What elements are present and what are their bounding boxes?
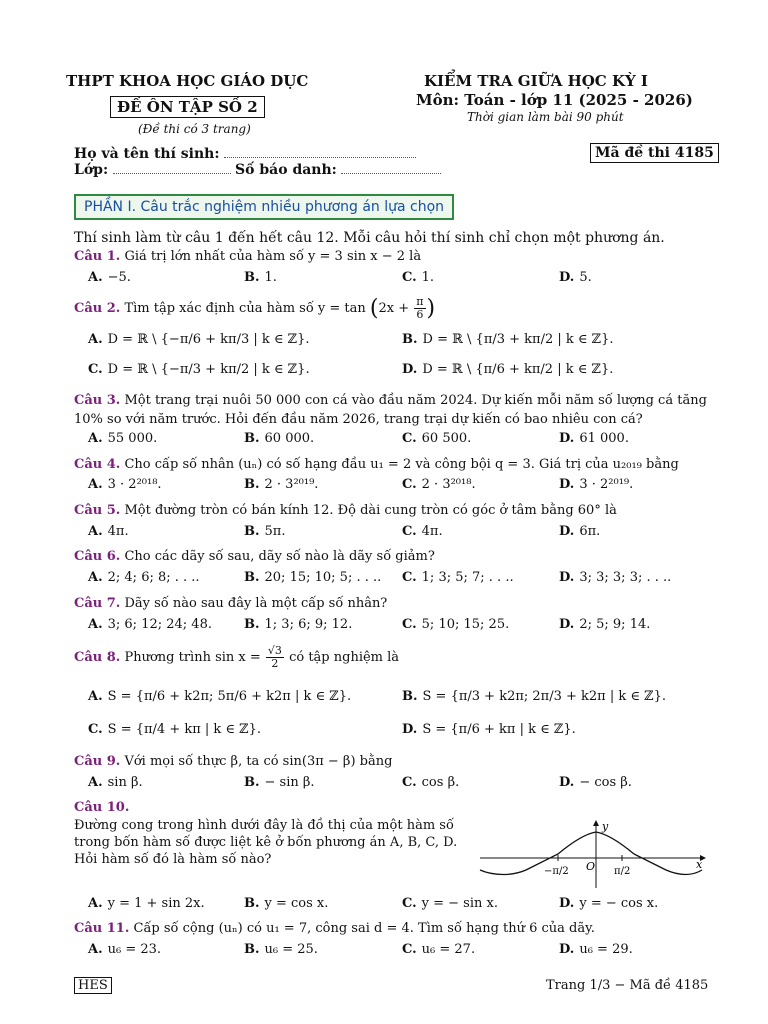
q6-option-a[interactable]: A. 2; 4; 6; 8; . . .. xyxy=(88,570,200,585)
q1-label: Câu 1. xyxy=(74,249,121,264)
q5-answers xyxy=(88,524,698,542)
q3-line1: Một trang trại nuôi 50 000 con cá vào đầu năm 2024. Dự kiến mỗi năm số lượng cá tăng xyxy=(124,393,707,408)
q11-option-a[interactable]: A. u₆ = 23. xyxy=(88,942,162,957)
q1-option-a[interactable]: A. −5. xyxy=(88,270,131,285)
subject-line: Môn: Toán - lớp 11 (2025 - 2026) xyxy=(416,91,693,109)
x-axis-label: x xyxy=(696,858,703,871)
q4-text: Cho cấp số nhân (uₙ) có số hạng đầu u₁ = 2 và công bội q = 3. Giá trị của u₂₀₁₉ bằng xyxy=(124,457,679,472)
q7-option-b[interactable]: B. 1; 3; 6; 9; 12. xyxy=(244,617,353,632)
q8-option-a[interactable]: A. S = {π/6 + k2π; 5π/6 + k2π | k ∈ ℤ}. xyxy=(88,689,352,704)
q5-label: Câu 5. xyxy=(74,503,121,518)
q8-text-post: có tập nghiệm là xyxy=(289,650,400,665)
q2-option-d[interactable]: D. D = ℝ \ {π/6 + kπ/2 | k ∈ ℤ}. xyxy=(402,362,614,377)
left-tick-label: −π/2 xyxy=(544,866,569,877)
q1-option-c[interactable]: C. 1. xyxy=(402,270,435,285)
q10-graph xyxy=(474,818,710,890)
q1-option-b[interactable]: B. 1. xyxy=(244,270,277,285)
q3-option-b[interactable]: B. 60 000. xyxy=(244,431,315,446)
q6-label: Câu 6. xyxy=(74,549,121,564)
q9-answers xyxy=(88,775,698,793)
q8-option-d[interactable]: D. S = {π/6 + kπ | k ∈ ℤ}. xyxy=(402,722,576,737)
question-11 xyxy=(74,921,595,936)
q10-option-d[interactable]: D. y = − cos x. xyxy=(559,896,659,911)
q8-option-b[interactable]: B. S = {π/3 + k2π; 2π/3 + k2π | k ∈ ℤ}. xyxy=(402,689,667,704)
q7-option-d[interactable]: D. 2; 5; 9; 14. xyxy=(559,617,651,632)
q1-answers xyxy=(88,270,698,288)
q7-option-c[interactable]: C. 5; 10; 15; 25. xyxy=(402,617,510,632)
question-4 xyxy=(74,457,679,472)
q4-answers xyxy=(88,477,698,495)
q3-option-c[interactable]: C. 60 500. xyxy=(402,431,472,446)
q10-option-b[interactable]: B. y = cos x. xyxy=(244,896,329,911)
q11-option-d[interactable]: D. u₆ = 29. xyxy=(559,942,633,957)
class-dots xyxy=(113,163,231,174)
q10-label: Câu 10. xyxy=(74,800,130,815)
question-6 xyxy=(74,549,435,564)
q4-option-d[interactable]: D. 3 · 2²⁰¹⁹. xyxy=(559,477,634,492)
q3-line2: 10% so với năm trước. Hỏi đến đầu năm 2026, trang trại dự kiến có bao nhiêu con cá? xyxy=(74,412,643,427)
q9-label: Câu 9. xyxy=(74,754,121,769)
q9-option-b[interactable]: B. − sin β. xyxy=(244,775,315,790)
q5-option-d[interactable]: D. 6π. xyxy=(559,524,601,539)
q8-label: Câu 8. xyxy=(74,650,121,665)
q10-option-c[interactable]: C. y = − sin x. xyxy=(402,896,498,911)
question-9 xyxy=(74,754,392,769)
name-dots xyxy=(224,147,416,158)
q9-option-a[interactable]: A. sin β. xyxy=(88,775,143,790)
pages-note: (Đề thi có 3 trang) xyxy=(138,122,251,136)
q2-option-a[interactable]: A. D = ℝ \ {−π/6 + kπ/3 | k ∈ ℤ}. xyxy=(88,332,310,347)
y-axis-arrow xyxy=(593,820,599,826)
q3-answers xyxy=(88,431,698,449)
question-2: Câu 2. Tìm tập xác định của hàm số y = tan (2x + $\frac{\pi}{6}$ ) xyxy=(74,295,436,321)
q11-text: Cấp số cộng (uₙ) có u₁ = 7, công sai d = 4. Tìm số hạng thứ 6 của dãy. xyxy=(133,921,595,936)
q10-answers xyxy=(88,896,698,914)
q10-option-a[interactable]: A. y = 1 + sin 2x. xyxy=(88,896,205,911)
q7-label: Câu 7. xyxy=(74,596,121,611)
question-3 xyxy=(74,391,707,429)
q1-text: Giá trị lớn nhất của hàm số y = 3 sin x − 2 là xyxy=(124,249,422,264)
q6-option-b[interactable]: B. 20; 15; 10; 5; . . .. xyxy=(244,570,382,585)
question-5 xyxy=(74,503,617,518)
right-tick-label: π/2 xyxy=(614,866,631,877)
footer-brand: HES xyxy=(74,977,112,994)
id-dots xyxy=(341,163,441,174)
q6-option-d[interactable]: D. 3; 3; 3; 3; . . .. xyxy=(559,570,672,585)
q6-option-c[interactable]: C. 1; 3; 5; 7; . . .. xyxy=(402,570,514,585)
q11-answers xyxy=(88,942,698,960)
q6-text: Cho các dãy số sau, dãy số nào là dãy số giảm? xyxy=(124,549,435,564)
section-title: PHẦN I. Câu trắc nghiệm nhiều phương án lựa chọn xyxy=(74,194,454,220)
q1-option-d[interactable]: D. 5. xyxy=(559,270,592,285)
q3-option-d[interactable]: D. 61 000. xyxy=(559,431,629,446)
q5-text: Một đường tròn có bán kính 12. Độ dài cung tròn có góc ở tâm bằng 60° là xyxy=(124,503,617,518)
q9-text: Với mọi số thực β, ta có sin(3π − β) bằng xyxy=(124,754,393,769)
exam-code-box: Mã đề thi 4185 xyxy=(590,143,719,163)
question-1 xyxy=(74,249,421,264)
q8-option-c[interactable]: C. S = {π/4 + kπ | k ∈ ℤ}. xyxy=(88,722,262,737)
q8-text-pre: Phương trình sin x = xyxy=(124,650,261,665)
q11-option-b[interactable]: B. u₆ = 25. xyxy=(244,942,318,957)
q7-answers xyxy=(88,617,698,635)
q2-option-c[interactable]: C. D = ℝ \ {−π/3 + kπ/2 | k ∈ ℤ}. xyxy=(88,362,310,377)
q7-option-a[interactable]: A. 3; 6; 12; 24; 48. xyxy=(88,617,212,632)
q11-option-c[interactable]: C. u₆ = 27. xyxy=(402,942,476,957)
y-axis-label: y xyxy=(602,820,609,833)
exam-title: KIỂM TRA GIỮA HỌC KỲ I xyxy=(424,72,648,90)
candidate-name-row xyxy=(74,146,416,162)
q2-text: Tìm tập xác định của hàm số y = tan xyxy=(124,301,366,316)
duration-note: Thời gian làm bài 90 phút xyxy=(467,110,624,124)
exam-label-box: ĐỀ ÔN TẬP SỐ 2 xyxy=(110,96,265,118)
q9-option-d[interactable]: D. − cos β. xyxy=(559,775,632,790)
class-id-row xyxy=(74,162,441,178)
q7-text: Dãy số nào sau đây là một cấp số nhân? xyxy=(124,596,388,611)
q5-option-c[interactable]: C. 4π. xyxy=(402,524,443,539)
id-label: Số báo danh: xyxy=(235,162,337,178)
q10-text: Đường cong trong hình dưới đây là đồ thị của một hàm số trong bốn hàm số được liệt kê ở bốn phương án A, B, C, D. Hỏi hàm số đó là hàm số nào? xyxy=(74,818,458,867)
q2-option-b[interactable]: B. D = ℝ \ {π/3 + kπ/2 | k ∈ ℤ}. xyxy=(402,332,614,347)
q5-option-a[interactable]: A. 4π. xyxy=(88,524,129,539)
question-8: Câu 8. Phương trình sin x = $\frac{√3}{2}$ có tập nghiệm là xyxy=(74,644,400,670)
q4-label: Câu 4. xyxy=(74,457,121,472)
q3-label: Câu 3. xyxy=(74,393,121,408)
school-name: THPT KHOA HỌC GIÁO DỤC xyxy=(66,72,309,90)
question-7 xyxy=(74,596,387,611)
q11-label: Câu 11. xyxy=(74,921,130,936)
instructions: Thí sinh làm từ câu 1 đến hết câu 12. Mỗi câu hỏi thí sinh chỉ chọn một phương án. xyxy=(74,230,665,246)
q3-option-a[interactable]: A. 55 000. xyxy=(88,431,158,446)
q5-option-b[interactable]: B. 5π. xyxy=(244,524,286,539)
q4-option-c[interactable]: C. 2 · 3²⁰¹⁸. xyxy=(402,477,476,492)
q9-option-c[interactable]: C. cos β. xyxy=(402,775,460,790)
q4-option-a[interactable]: A. 3 · 2²⁰¹⁸. xyxy=(88,477,162,492)
class-label: Lớp: xyxy=(74,162,109,178)
q2-label: Câu 2. xyxy=(74,301,121,316)
origin-label: O xyxy=(586,860,596,873)
footer-page: Trang 1/3 − Mã đề 4185 xyxy=(546,978,709,993)
name-label: Họ và tên thí sinh: xyxy=(74,146,220,162)
q6-answers xyxy=(88,570,698,588)
q4-option-b[interactable]: B. 2 · 3²⁰¹⁹. xyxy=(244,477,319,492)
